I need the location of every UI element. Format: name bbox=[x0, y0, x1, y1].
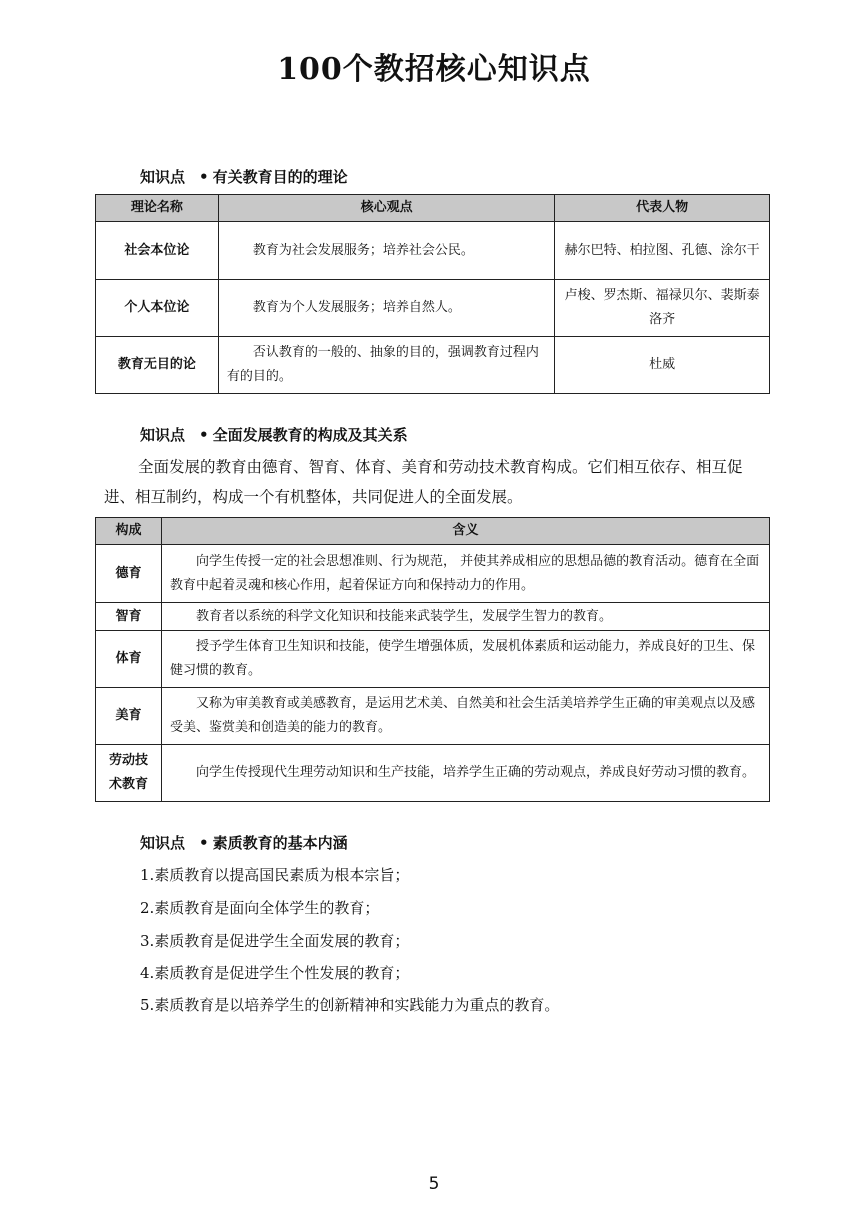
component-meaning: 教育者以系统的科学文化知识和技能来武装学生，发展学生智力的教育。 bbox=[161, 603, 769, 631]
component-meaning: 向学生传授一定的社会思想准则、行为规范， 并使其养成相应的思想品德的教育活动。德育在全面教育中起着灵魂和核心作用，起着保证方向和保持动力的作用。 bbox=[161, 545, 769, 603]
bullet-dot: • bbox=[199, 834, 209, 852]
representatives: 杜威 bbox=[555, 337, 770, 394]
component-name: 德育 bbox=[96, 545, 162, 603]
list-item: 3.素质教育是促进学生全面发展的教育； bbox=[140, 932, 410, 950]
section-title: 有关教育目的的理论 bbox=[212, 168, 348, 186]
table-row bbox=[96, 688, 770, 745]
theory-name: 社会本位论 bbox=[96, 222, 219, 280]
theory-name: 教育无目的论 bbox=[96, 337, 219, 394]
table-row bbox=[96, 280, 770, 337]
section-heading-education-aims bbox=[140, 166, 348, 187]
column-header: 核心观点 bbox=[218, 195, 554, 222]
list-item: 2.素质教育是面向全体学生的教育； bbox=[140, 899, 380, 917]
table-row bbox=[96, 745, 770, 802]
table-row bbox=[96, 222, 770, 280]
bullet-dot: • bbox=[199, 168, 209, 186]
section-prefix: 知识点 bbox=[140, 834, 186, 852]
table-row bbox=[96, 545, 770, 603]
section-heading-quality-education bbox=[140, 832, 348, 853]
table-row bbox=[96, 603, 770, 631]
component-meaning: 又称为审美教育或美感教育，是运用艺术美、自然美和社会生活美培养学生正确的审美观点以及感受美、鉴赏美和创造美的能力的教育。 bbox=[161, 688, 769, 745]
core-view: 教育为社会发展服务；培养社会公民。 bbox=[218, 222, 554, 280]
education-components-table bbox=[95, 517, 770, 802]
table-row bbox=[96, 631, 770, 688]
component-name: 美育 bbox=[96, 688, 162, 745]
component-name: 体育 bbox=[96, 631, 162, 688]
education-aims-table bbox=[95, 194, 770, 394]
list-item: 5.素质教育是以培养学生的创新精神和实践能力为重点的教育。 bbox=[140, 996, 560, 1014]
list-item: 1.素质教育以提高国民素质为根本宗旨； bbox=[140, 866, 410, 884]
theory-name: 个人本位论 bbox=[96, 280, 219, 337]
table-row bbox=[96, 337, 770, 394]
table-header-row bbox=[96, 518, 770, 545]
core-view: 否认教育的一般的、抽象的目的，强调教育过程内有的目的。 bbox=[218, 337, 554, 394]
intro-paragraph: 全面发展的教育由德育、智育、体育、美育和劳动技术教育构成。它们相互依存、相互促进、相互制约，构成一个有机整体，共同促进人的全面发展。 bbox=[104, 458, 743, 506]
bullet-dot: • bbox=[199, 426, 209, 444]
component-meaning: 授予学生体育卫生知识和技能，使学生增强体质，发展机体素质和运动能力，养成良好的卫生、保健习惯的教育。 bbox=[161, 631, 769, 688]
representatives: 卢梭、罗杰斯、福禄贝尔、裴斯泰洛齐 bbox=[555, 280, 770, 337]
component-name: 智育 bbox=[96, 603, 162, 631]
core-view: 教育为个人发展服务；培养自然人。 bbox=[218, 280, 554, 337]
column-header: 构成 bbox=[96, 518, 162, 545]
representatives: 赫尔巴特、柏拉图、孔德、涂尔干 bbox=[555, 222, 770, 280]
table-header-row bbox=[96, 195, 770, 222]
column-header: 含义 bbox=[161, 518, 769, 545]
section-prefix: 知识点 bbox=[140, 168, 186, 186]
component-meaning: 向学生传授现代生理劳动知识和生产技能，培养学生正确的劳动观点，养成良好劳动习惯的教育。 bbox=[161, 745, 769, 802]
section-title: 素质教育的基本内涵 bbox=[212, 834, 348, 852]
column-header: 代表人物 bbox=[555, 195, 770, 222]
component-name: 劳动技术教育 bbox=[96, 745, 162, 802]
section-prefix: 知识点 bbox=[140, 426, 186, 444]
column-header: 理论名称 bbox=[96, 195, 219, 222]
section-title: 全面发展教育的构成及其关系 bbox=[212, 426, 408, 444]
page-title: 100个教招核心知识点 bbox=[277, 52, 591, 87]
page-number: 5 bbox=[428, 1174, 440, 1194]
section-heading-all-round-education bbox=[140, 424, 408, 445]
list-item: 4.素质教育是促进学生个性发展的教育； bbox=[140, 964, 410, 982]
